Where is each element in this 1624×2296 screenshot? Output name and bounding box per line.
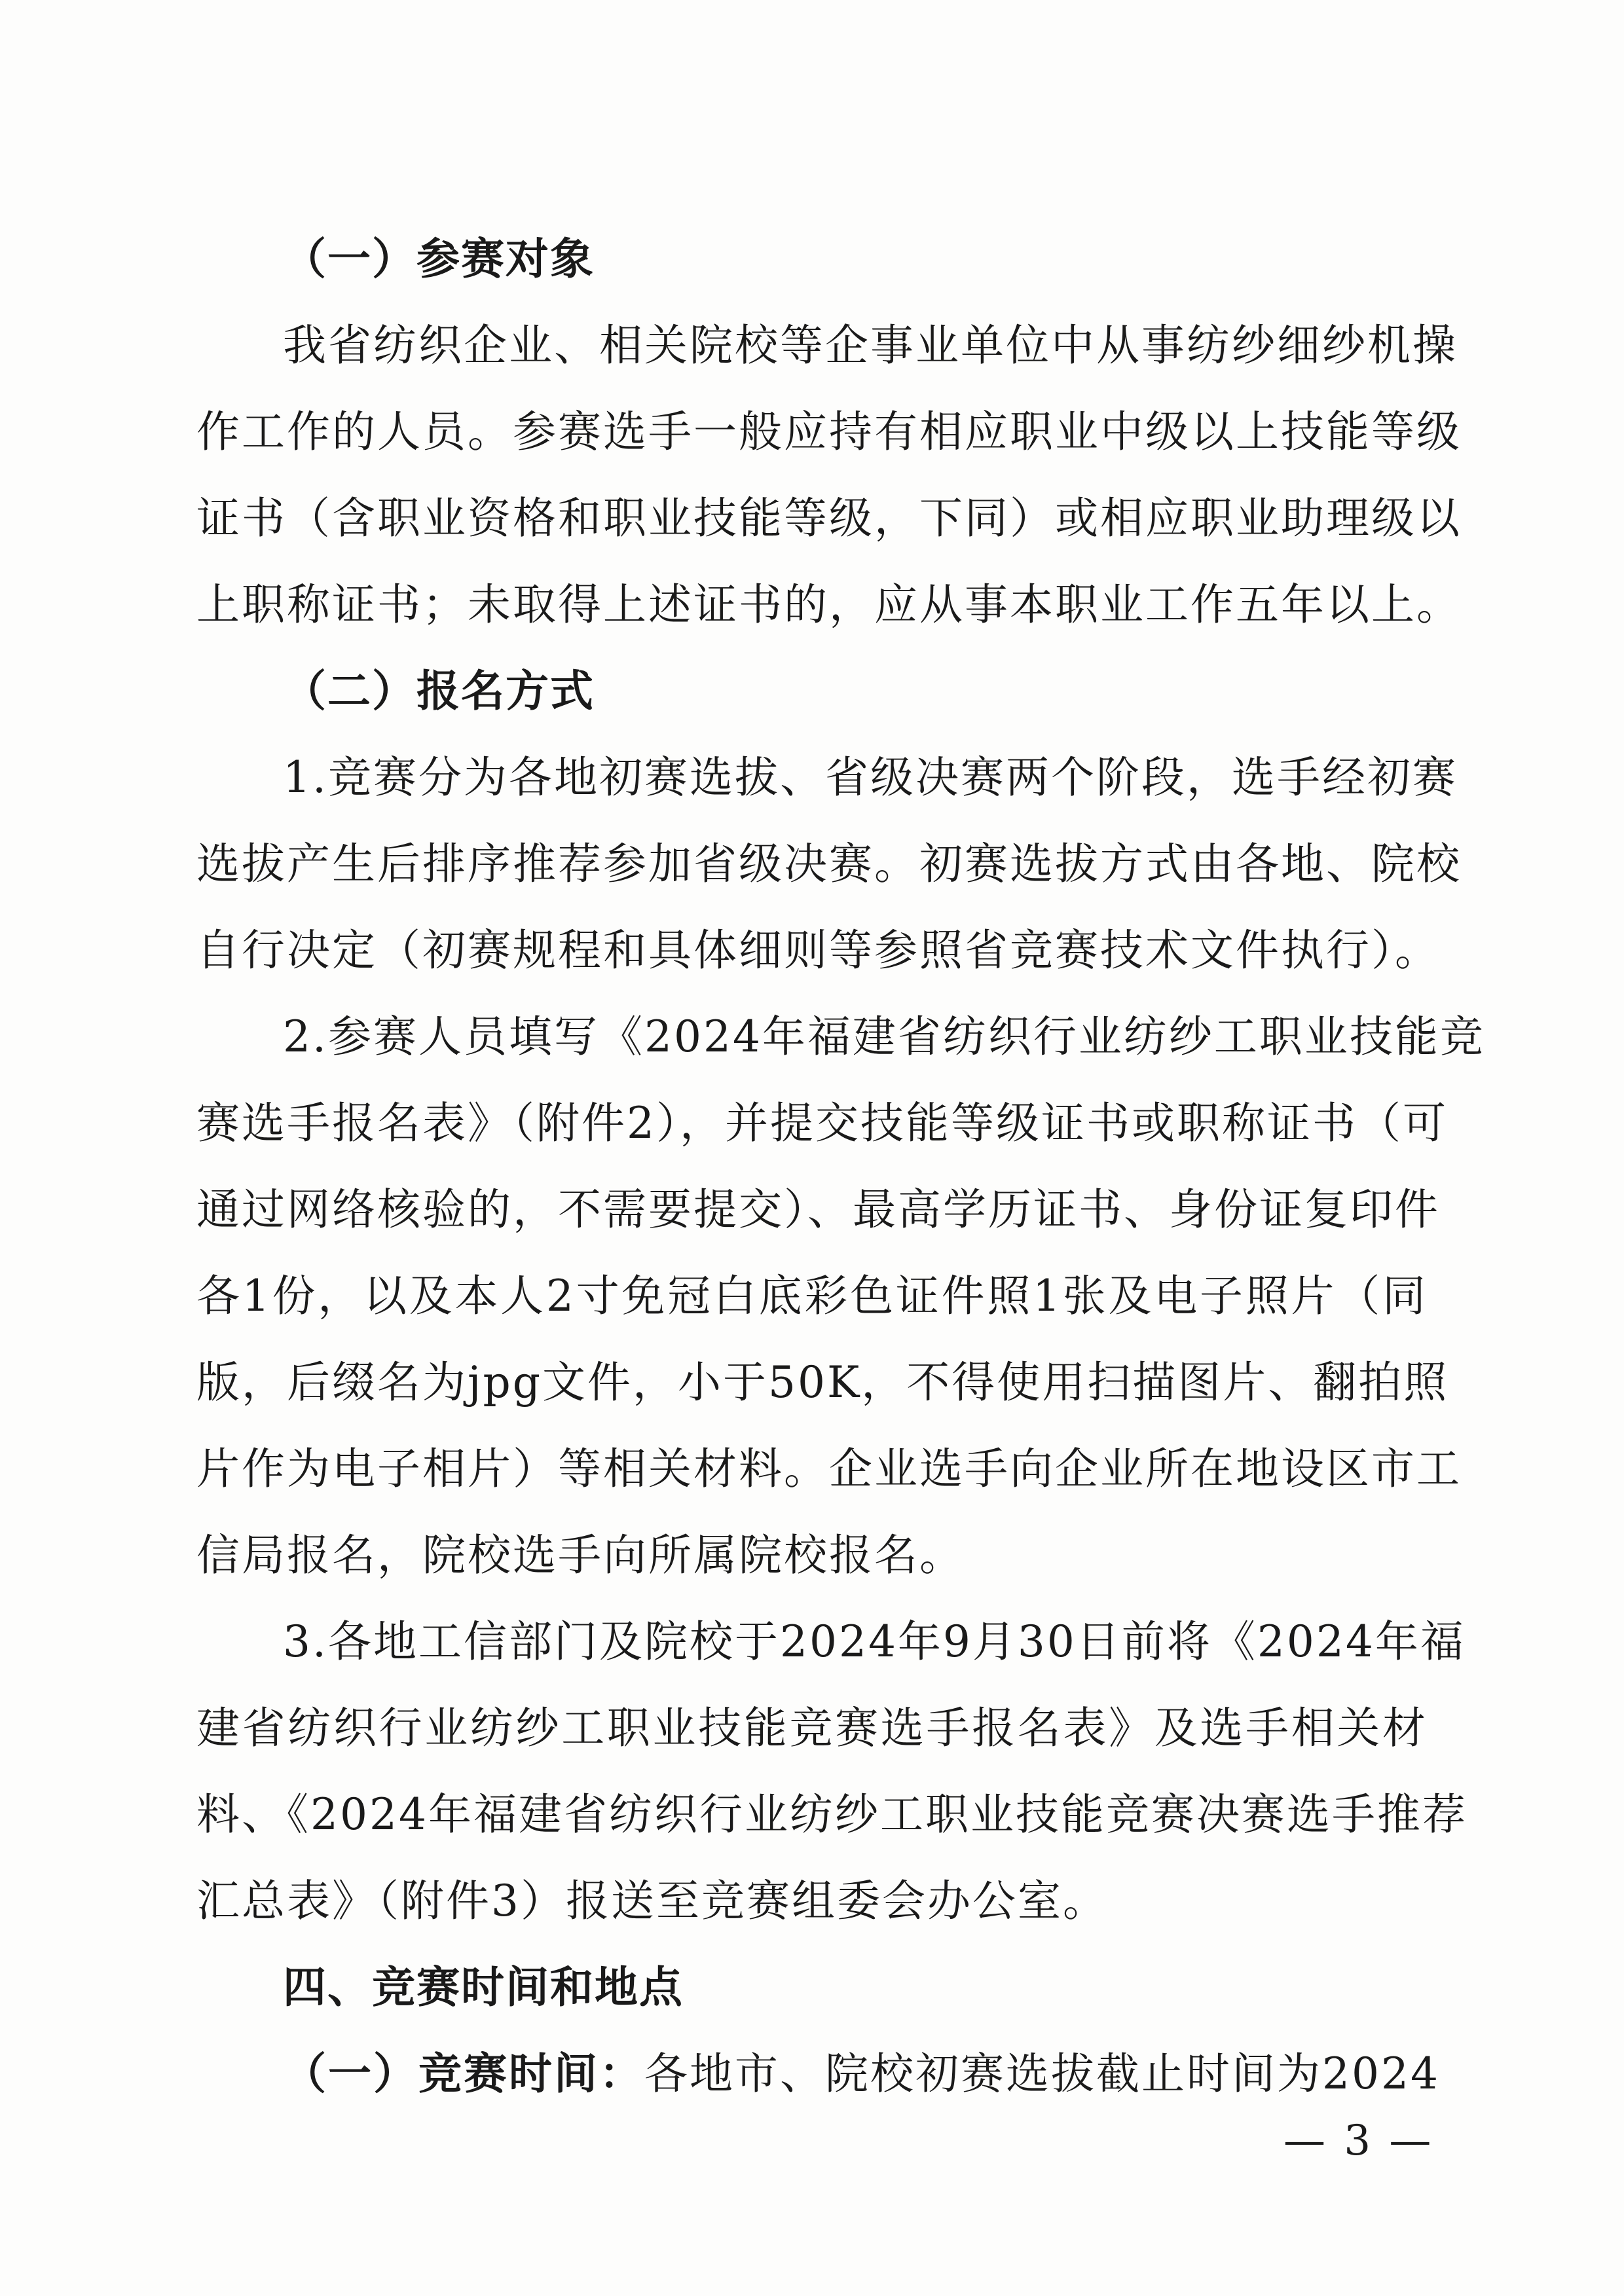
- paragraph-line: 建省纺织行业纺纱工职业技能竞赛选手报名表》及选手相关材: [196, 1703, 1428, 1753]
- paragraph-line: 作工作的人员。参赛选手一般应持有相应职业中级以上技能等级: [196, 407, 1462, 457]
- heading-participants: （一）参赛对象: [283, 234, 595, 284]
- paragraph-line: 证书（含职业资格和职业技能等级，下同）或相应职业助理级以: [196, 493, 1462, 543]
- paragraph-line: 1.竞赛分为各地初赛选拔、省级决赛两个阶段，选手经初赛: [283, 752, 1458, 803]
- paragraph-line: 各1份，以及本人2寸免冠白底彩色证件照1张及电子照片（同: [196, 1271, 1428, 1321]
- paragraph-line: 3.各地工信部门及院校于2024年9月30日前将《2024年福: [283, 1616, 1466, 1667]
- paragraph-line-competition-time: [196, 2031, 1440, 2117]
- paragraph-line: 汇总表》（附件3）报送至竞赛组委会办公室。: [196, 1876, 1108, 1926]
- paragraph-line: 选拔产生后排序推荐参加省级决赛。初赛选拔方式由各地、院校: [196, 839, 1462, 889]
- heading-registration: （二）报名方式: [283, 666, 595, 716]
- paragraph-line: 信局报名，院校选手向所属院校报名。: [196, 1530, 965, 1580]
- paragraph-line: 赛选手报名表》（附件2），并提交技能等级证书或职称证书（可: [196, 1098, 1448, 1148]
- paragraph-line: 通过网络核验的，不需要提交）、最高学历证书、身份证复印件: [196, 1184, 1440, 1235]
- paragraph-line: 料、《2024年福建省纺织行业纺纱工职业技能竞赛决赛选手推荐: [196, 1789, 1467, 1840]
- competition-time-label: （一）竞赛时间：: [283, 2049, 644, 2099]
- paragraph-line: 我省纺织企业、相关院校等企事业单位中从事纺纱细纱机操: [283, 320, 1458, 371]
- paragraph-line: 片作为电子相片）等相关材料。企业选手向企业所在地设区市工: [196, 1444, 1462, 1494]
- paragraph-line: 自行决定（初赛规程和具体细则等参照省竞赛技术文件执行）。: [196, 925, 1440, 975]
- competition-time-text: 各地市、院校初赛选拔截止时间为2024: [644, 2049, 1440, 2099]
- paragraph-line: 版，后缀名为jpg文件，小于50K，不得使用扫描图片、翻拍照: [196, 1357, 1449, 1408]
- paragraph-line: 上职称证书；未取得上述证书的，应从事本职业工作五年以上。: [196, 579, 1462, 630]
- page-number: — 3 —: [1283, 2117, 1434, 2165]
- heading-time-and-place: 四、竞赛时间和地点: [283, 1962, 684, 2013]
- paragraph-line: 2.参赛人员填写《2024年福建省纺织行业纺纱工职业技能竞: [283, 1011, 1485, 1062]
- document-body: [196, 216, 1485, 2117]
